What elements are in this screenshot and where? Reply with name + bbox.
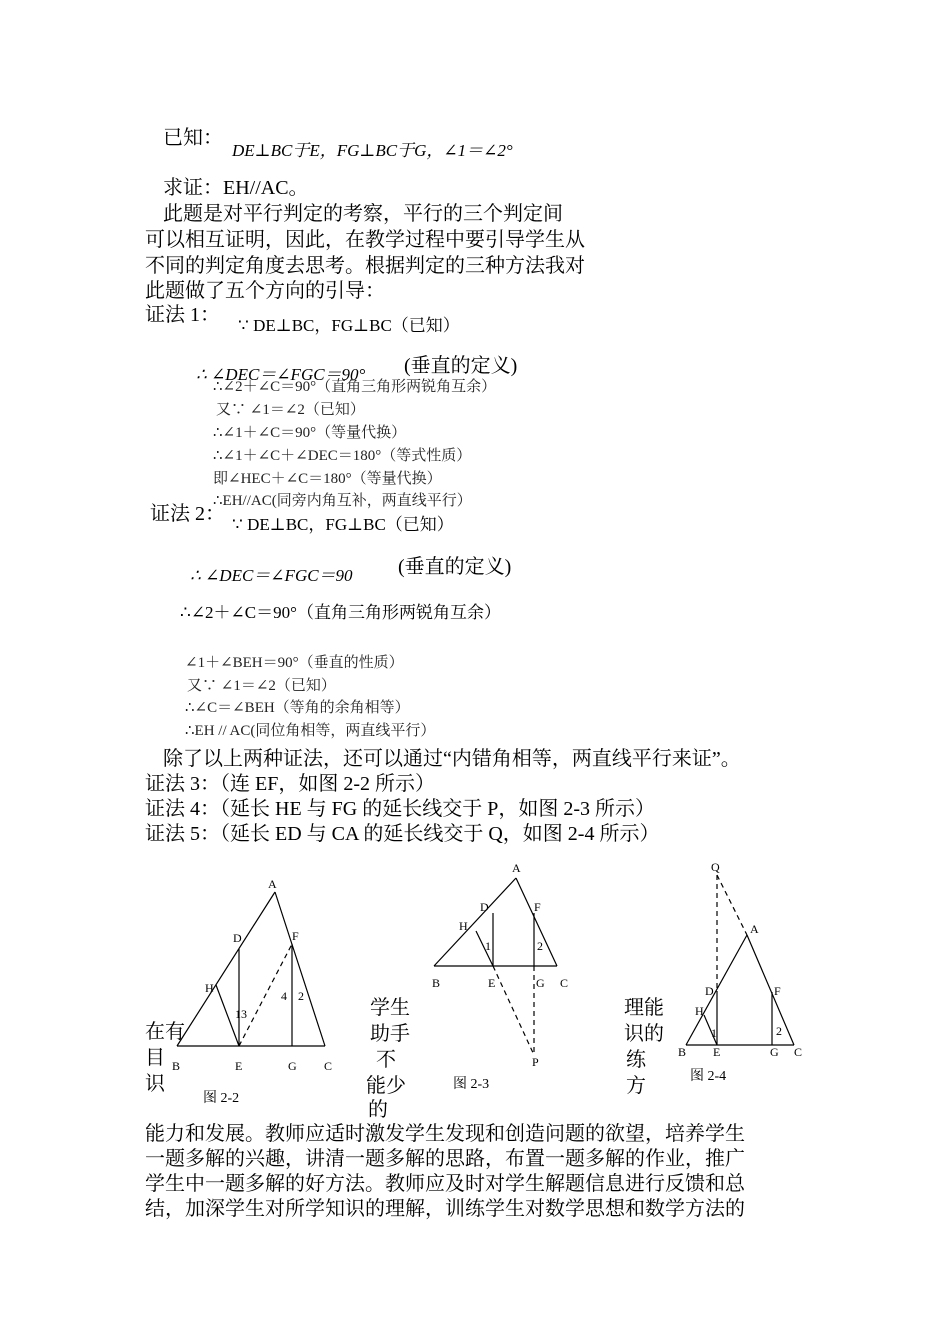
hidden-fragment: 方 — [626, 1075, 646, 1097]
intro-line-2: 可以相互证明，因此，在教学过程中要引导学生从 — [145, 229, 585, 251]
label-H: H — [695, 1004, 704, 1018]
proof2-line-7: ∴∠C＝∠BEH（等角的余角相等） — [185, 700, 410, 716]
hidden-fragment: 助手 — [370, 1023, 410, 1045]
caption-fig-2-2: 图 2-2 — [203, 1091, 240, 1106]
proof1-line-5: 又∵ ∠1＝∠2（已知） — [216, 402, 365, 418]
label-G: G — [770, 1045, 779, 1059]
prove-statement: 求证：EH//AC。 — [163, 177, 309, 199]
figure-2-4 — [670, 855, 820, 1085]
caption-fig-2-4: 图 2-4 — [690, 1069, 727, 1084]
label-A: A — [750, 922, 759, 936]
intro-line-3: 不同的判定角度去思考。根据判定的三种方法我对 — [145, 255, 585, 277]
label-1: 1 — [711, 1026, 717, 1040]
proof2-label: 证法 2： — [150, 503, 225, 525]
hidden-fragment: 练 — [626, 1049, 646, 1071]
bottom-line-4: 结，加深学生对所学知识的理解，训练学生对数学思想和数学方法的 — [145, 1198, 745, 1220]
seg-AC — [747, 935, 794, 1045]
figure-2-3 — [420, 855, 600, 1085]
label-2: 2 — [298, 989, 304, 1003]
proof1-line-3: (垂直的定义) — [404, 355, 518, 377]
label-1: 1 — [485, 939, 491, 953]
label-G: G — [288, 1059, 297, 1073]
proof1-line-2: ∴ ∠DEC＝∠FGC＝90° — [196, 365, 366, 384]
intro-line-4: 此题做了五个方向的引导： — [145, 280, 385, 302]
label-C: C — [324, 1059, 333, 1073]
proof2-line-4: ∴∠2＋∠C＝90°（直角三角形两锐角互余） — [180, 603, 501, 622]
intro-line-1: 此题是对平行判定的考察，平行的三个判定间 — [163, 203, 563, 225]
seg-EP-dashed — [493, 966, 534, 1055]
label-F: F — [534, 900, 541, 914]
proof1-line-8: 即∠HEC＋∠C＝180°（等量代换） — [213, 471, 442, 487]
label-B: B — [432, 976, 441, 990]
label-13: 13 — [235, 1007, 247, 1021]
proof2-line-5: ∠1＋∠BEH＝90°（垂直的性质） — [185, 655, 404, 671]
proof2-line-8: ∴EH // AC(同位角相等，两直线平行） — [185, 723, 436, 739]
hidden-fragment: 目 — [145, 1047, 165, 1069]
label-E: E — [488, 976, 496, 990]
label-C: C — [794, 1045, 803, 1059]
bottom-line-1: 能力和发展。教师应适时激发学生发现和创造问题的欲望，培养学生 — [145, 1123, 745, 1145]
label-G: G — [536, 976, 545, 990]
hidden-fragment: 不 — [376, 1049, 396, 1071]
proof2-line-1: ∵ DE⊥BC，FG⊥BC（已知） — [232, 515, 454, 534]
label-E: E — [235, 1059, 243, 1073]
proof1-line-1: ∵ DE⊥BC，FG⊥BC（已知） — [238, 316, 460, 335]
seg-QA-dashed — [717, 875, 747, 935]
label-A: A — [512, 861, 521, 875]
proof1-line-9: ∴EH//AC(同旁内角互补，两直线平行） — [213, 493, 472, 509]
label-B: B — [172, 1059, 181, 1073]
proof5-text: 证法 5：（延长 ED 与 CA 的延长线交于 Q，如图 2-4 所示） — [145, 823, 660, 845]
hidden-fragment: 识的 — [624, 1023, 664, 1045]
other-methods-text: 除了以上两种证法，还可以通过“内错角相等，两直线平行来证”。 — [163, 748, 741, 770]
label-C: C — [560, 976, 569, 990]
hidden-fragment: 在有 — [145, 1021, 185, 1043]
label-A: A — [268, 877, 277, 891]
proof2-line-6: 又∵ ∠1＝∠2（已知） — [187, 678, 336, 694]
label-4: 4 — [281, 989, 287, 1003]
hidden-fragment: 识 — [145, 1073, 165, 1095]
proof2-line-3: (垂直的定义) — [398, 556, 512, 578]
label-B: B — [678, 1045, 687, 1059]
bottom-line-3: 学生中一题多解的好方法。教师应及时对学生解题信息进行反馈和总 — [145, 1173, 745, 1195]
proof2-line-2: ∴ ∠DEC＝∠FGC＝90 — [190, 566, 353, 585]
proof1-line-6: ∴∠1＋∠C＝90°（等量代换） — [213, 425, 407, 441]
label-Q: Q — [711, 860, 720, 874]
bottom-line-2: 一题多解的兴趣，讲清一题多解的思路，布置一题多解的作业，推广 — [145, 1148, 745, 1170]
label-D: D — [480, 900, 489, 914]
proof4-text: 证法 4：（延长 HE 与 FG 的延长线交于 P，如图 2-3 所示） — [145, 798, 656, 820]
caption-fig-2-3: 图 2-3 — [453, 1077, 490, 1092]
label-D: D — [233, 931, 242, 945]
given-expression: DE⊥BC于E，FG⊥BC于G，∠1＝∠2° — [232, 141, 513, 160]
seg-AC — [275, 892, 325, 1046]
label-2: 2 — [537, 939, 543, 953]
proof1-line-7: ∴∠1＋∠C＋∠DEC＝180°（等式性质） — [213, 448, 472, 464]
label-D: D — [705, 984, 714, 998]
seg-AB — [177, 892, 275, 1046]
label-2: 2 — [776, 1024, 782, 1038]
label-E: E — [713, 1045, 721, 1059]
label-P: P — [532, 1055, 539, 1069]
hidden-fragment: 能少 — [366, 1075, 406, 1097]
proof1-label: 证法 1： — [145, 304, 220, 326]
seg-AB — [434, 878, 516, 966]
label-H: H — [459, 919, 468, 933]
given-label: 已知： — [163, 127, 223, 149]
hidden-fragment: 的 — [368, 1099, 388, 1121]
label-F: F — [774, 984, 781, 998]
hidden-fragment: 理能 — [624, 997, 664, 1019]
label-H: H — [205, 981, 214, 995]
label-F: F — [292, 929, 299, 943]
figure-2-2 — [160, 870, 360, 1110]
proof3-text: 证法 3：（连 EF，如图 2-2 所示） — [145, 773, 435, 795]
proof1-line-4: ∴∠2＋∠C＝90°（直角三角形两锐角互余） — [213, 379, 497, 395]
hidden-fragment: 学生 — [370, 997, 410, 1019]
